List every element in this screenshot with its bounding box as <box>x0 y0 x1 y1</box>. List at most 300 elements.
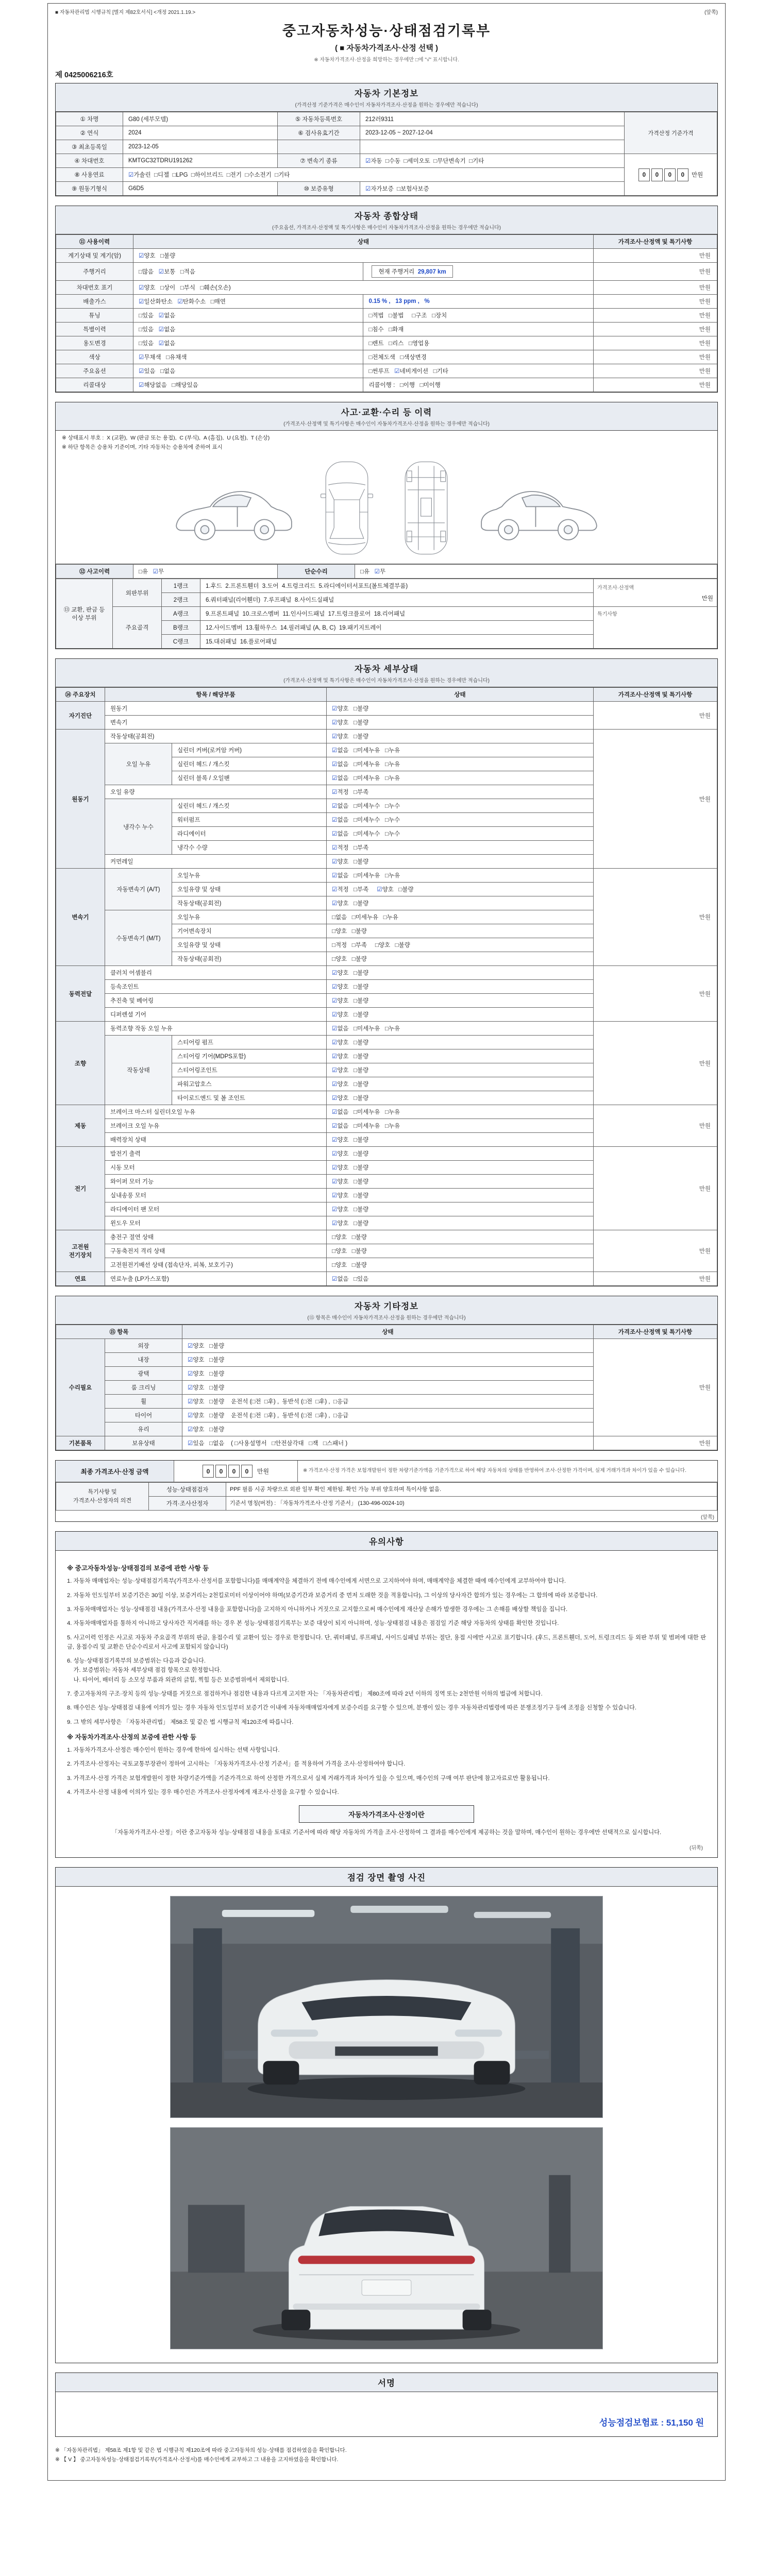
device-group-label: 원동기 <box>56 730 105 869</box>
usage-item-label: 주요옵션 <box>56 364 133 378</box>
odometer-box: 현재 주행거리 29,807 km <box>372 265 452 278</box>
notice-item: 7. 중고자동차의 구조·장치 등의 성능·상태를 거짓으로 점검하거나 점검한 내용과 다르게 고지한 자는 「자동차관리법」 제80조에 따라 2년 이하의 징역 또는 2천만원 이하의 벌금에 처합니다. <box>67 1691 543 1698</box>
device-state: ☑양호 □불량 <box>327 980 594 994</box>
final-price-digits <box>203 1465 254 1478</box>
device-group-label: 연료 <box>56 1272 105 1286</box>
inspector-label: 성능·상태점검자 <box>149 1483 226 1497</box>
field-label: ⑩ 보증유형 <box>278 182 360 196</box>
device-item-label: 오일 유량 <box>105 785 327 799</box>
etc-state: ☑양호 □불량 운전석 (□전 □후) , 동반석 (□전 □후) , □응급 <box>182 1395 594 1409</box>
device-item-label: 실린더 헤드 / 개스킷 <box>172 799 327 813</box>
notice-title: 유의사항 <box>369 1537 404 1547</box>
inspector-comment: PPF 필름 시공 차량으로 외판 일부 확인 제한됨. 확인 가능 부위 양호하며 특이사항 없음. <box>226 1483 717 1497</box>
field-value: G80 (세부모델) <box>123 112 278 126</box>
device-item-label: 작동상태(공회전) <box>172 896 327 910</box>
usage-history-row <box>56 263 717 281</box>
col-etc-state: 상태 <box>182 1325 594 1339</box>
price-cell: 만원 <box>594 1105 717 1147</box>
usage-state-cell: 0.15 % , 13 ppm , % <box>363 295 594 309</box>
price-cell: 만원 <box>594 1272 717 1286</box>
detail-row <box>56 869 717 883</box>
section-detail-header <box>56 659 717 687</box>
section-accident-history <box>55 402 718 649</box>
notice-items-1 <box>67 1577 706 1727</box>
device-item-label: 배력장치 상태 <box>105 1133 327 1147</box>
rank-label: A랭크 <box>162 607 200 621</box>
car-side-left-diagram <box>170 467 298 549</box>
notice-item: 5. 사고이력 인정은 사고로 자동차 주요골격 부위의 판금, 용접수리 및 교환이 있는 경우로 한정합니다. 단, 쿼터패널, 루프패널, 사이드실패널 부위는 절단, 용접 시에만 사고로 표기합니다. (후드, 프론트휀더, 도어, 트렁크리드 등 외판 부위 및 범퍼에 대한 판금, 용접수리 및 교환은 단순수리로서 사고에 포함되지 않습니다) <box>67 1634 706 1650</box>
photo-1-lift-front-view <box>171 1896 602 2117</box>
field-label: ① 차명 <box>56 112 123 126</box>
price-digit: 0 <box>203 1465 214 1478</box>
price-cell: 만원 <box>594 702 717 730</box>
footer-note-1: ※ 「자동차관리법」 제58조 제1항 및 같은 법 시행규칙 제120조에 따라 중고자동차의 성능·상태를 점검하였음을 확인합니다. <box>55 2447 347 2454</box>
form-reference-line <box>55 8 718 15</box>
price-cell: 만원 <box>594 263 717 281</box>
device-state: ☑적정 □부족 ☑양호 □불량 <box>327 883 594 896</box>
device-item-label: 오일유량 및 상태 <box>172 938 327 952</box>
device-state: ☑없음 □있음 <box>327 1272 594 1286</box>
price-cell: 가격조사·산정액 만원 <box>594 579 717 607</box>
price-digit: 0 <box>651 168 663 181</box>
device-state: □양호 □불량 <box>327 1258 594 1272</box>
usage-item-label: 특별이력 <box>56 323 133 336</box>
etc-item-label: 유리 <box>105 1422 182 1436</box>
device-sub-label: 오일 누유 <box>105 743 172 785</box>
device-state: ☑없음 □미세누유 □누유 <box>327 1105 594 1119</box>
etc-state: ☑양호 □불량 운전석 (□전 □후) , 동반석 (□전 □후) , □응급 <box>182 1409 594 1422</box>
usage-item-label: 색상 <box>56 350 133 364</box>
usage-item-label: 차대번호 표기 <box>56 281 133 295</box>
field-value: 2023-12-05 ~ 2027-12-04 <box>360 126 625 140</box>
field-value: G6D5 <box>123 182 278 196</box>
usage-state-cell: □있음 ☑없음 <box>133 309 363 323</box>
section-overall-header <box>56 206 717 234</box>
notice-body <box>56 1551 717 1857</box>
field-label: ② 연식 <box>56 126 123 140</box>
opinion-table <box>56 1482 717 1511</box>
field-label: ③ 최초등록일 <box>56 140 123 154</box>
inspection-photo-1 <box>170 1896 603 2118</box>
page-marker-front-2: (앞쪽) <box>701 1515 714 1521</box>
price-cell: 만원 <box>594 1230 717 1272</box>
field-label: ⑧ 사용연료 <box>56 168 123 182</box>
device-item-label: 발전기 출력 <box>105 1147 327 1161</box>
overall-condition-table <box>56 234 717 392</box>
usage-item-label: 튜닝 <box>56 309 133 323</box>
field-label <box>278 140 360 154</box>
device-state: ☑없음 □미세누수 □누수 <box>327 813 594 827</box>
device-item-label: 냉각수 수량 <box>172 841 327 855</box>
signature-header <box>56 2373 717 2392</box>
usage-history-row <box>56 364 717 378</box>
price-digit: 0 <box>241 1465 253 1478</box>
fee-value: 51,150 원 <box>666 2418 704 2428</box>
usage-state-cell: □침수 □화재 <box>363 323 594 336</box>
car-underbody-diagram <box>395 459 457 557</box>
device-item-label: 와이퍼 모터 기능 <box>105 1175 327 1189</box>
price-digit: 0 <box>664 168 676 181</box>
section-notice <box>55 1531 718 1858</box>
appraiser-label: 가격·조사산정자 <box>149 1497 226 1511</box>
final-price-row <box>56 1461 717 1482</box>
col-etc-price: 가격조사·산정액 및 특기사항 <box>594 1325 717 1339</box>
device-item-label: 실내송풍 모터 <box>105 1189 327 1202</box>
device-item-label: 워터펌프 <box>172 813 327 827</box>
usage-state-cell: □썬루프 ☑네비게이션 □기타 <box>363 364 594 378</box>
device-item-label: 추진축 및 베어링 <box>105 994 327 1008</box>
opinion-row-appraiser <box>56 1497 717 1511</box>
notice-item: 9. 그 밖의 세부사항은 「자동차관리법」 제58조 및 같은 법 시행규칙 제120조에 따릅니다. <box>67 1719 294 1725</box>
field-value: 2024 <box>123 126 278 140</box>
etc-group-label: 기본품목 <box>56 1436 105 1450</box>
section-detail-condition <box>55 658 718 1286</box>
device-state: ☑양호 □불량 <box>327 1147 594 1161</box>
device-state: ☑없음 □미세누유 □누유 <box>327 1022 594 1036</box>
section-etc-header <box>56 1296 717 1325</box>
device-state: ☑양호 □불량 <box>327 855 594 869</box>
usage-history-row <box>56 249 717 263</box>
fee-label: 성능점검보험료 : <box>599 2418 664 2428</box>
usage-history-row <box>56 295 717 309</box>
rank-label: 1랭크 <box>162 579 200 593</box>
device-state: □적정 □부족 □양호 □불량 <box>327 938 594 952</box>
legend-basis: ※ 하단 항목은 승용차 기준이며, 기타 자동차는 승용차에 준하여 표시 <box>62 444 223 450</box>
device-item-label: 스티어링 기어(MDPS포함) <box>172 1049 327 1063</box>
col-device-state: 상태 <box>327 688 594 702</box>
device-item-label: 실린더 헤드 / 개스킷 <box>172 757 327 771</box>
simple-repair-label: 단순수리 <box>278 565 355 579</box>
price-cell: 만원 <box>594 350 717 364</box>
basic-info-table <box>56 112 717 196</box>
photos-body <box>56 1887 717 2363</box>
device-state: ☑양호 □불량 <box>327 1175 594 1189</box>
notice-item: 1. 자동차 매매업자는 성능·상태점검기록부(가격조사·산정서를 포함합니다)를 매매계약을 체결하기 전에 매수인에게 서면으로 고지하여야 하며, 매매계약을 체결한 때에 매수인에게 교부하여야 합니다. <box>67 1578 566 1585</box>
section-etc-title: 자동차 기타정보 <box>354 1302 419 1311</box>
detail-row <box>56 966 717 980</box>
usage-state-cell: ☑해당없음 □해당있음 <box>133 378 363 392</box>
price-cell: 만원 <box>594 1022 717 1105</box>
device-group-label: 고전원 전기장치 <box>56 1230 105 1272</box>
title-block <box>55 20 718 63</box>
etc-item-label: 휠 <box>105 1395 182 1409</box>
device-sub-label: 작동상태 <box>105 1036 172 1105</box>
rank-parts: 12.사이드멤버 13.휠하우스 14.필러패널 (A, B, C) 19.패키지트레이 <box>200 621 594 635</box>
etc-item-label: 내장 <box>105 1353 182 1367</box>
price-cell: 만원 <box>594 249 717 263</box>
price-cell: 만원 <box>594 309 717 323</box>
detail-row <box>56 1022 717 1036</box>
price-survey-option: ( ■ 자동차가격조사·산정 선택 ) <box>334 44 439 53</box>
usage-state-cell: □많음 ☑보통 □적음 <box>133 263 363 281</box>
device-state: ☑없음 □미세누수 □누수 <box>327 827 594 841</box>
rank-parts: 9.프론트패널 10.크로스멤버 11.인사이드패널 17.트렁크플로어 18.리어패널 <box>200 607 594 621</box>
rank-label: 2랭크 <box>162 593 200 607</box>
detail-row <box>56 702 717 716</box>
device-item-label: 등속조인트 <box>105 980 327 994</box>
device-item-label: 동력조향 작동 오일 누유 <box>105 1022 327 1036</box>
accident-history-value: □유 ☑무 <box>133 565 278 579</box>
final-price-value <box>174 1461 298 1482</box>
usage-history-row <box>56 323 717 336</box>
usage-state-cell: □적법 □불법 □구조 □장치 <box>363 309 594 323</box>
device-state: ☑양호 □불량 <box>327 896 594 910</box>
device-item-label: 브레이크 오일 누유 <box>105 1119 327 1133</box>
etc-item-label: 외장 <box>105 1339 182 1353</box>
field-value: ☑자동 □수동 □세미오토 □무단변속기 □기타 <box>360 154 625 168</box>
device-state: ☑없음 □미세누유 □누유 <box>327 743 594 757</box>
price-digit: 0 <box>228 1465 240 1478</box>
rank-parts: 1.후드 2.프론트휀더 3.도어 4.트렁크리드 5.라디에이터서포트(볼트체결부품) <box>200 579 594 593</box>
device-item-label: 커먼레일 <box>105 855 327 869</box>
section-detail-note: (가격조사·산정액 및 특기사항은 매수인이 자동차가격조사·산정을 원하는 경우에만 적습니다) <box>283 678 490 684</box>
etc-state: ☑양호 □불량 <box>182 1339 594 1353</box>
device-state: ☑양호 □불량 <box>327 1036 594 1049</box>
notice-items-2 <box>67 1745 706 1797</box>
field-value <box>360 140 625 154</box>
section-overall-note: (주요옵션, 가격조사·산정액 및 특기사항은 매수인이 자동차가격조사·산정을 원하는 경우에만 적습니다) <box>272 225 501 231</box>
usage-state-cell: □있음 ☑없음 <box>133 336 363 350</box>
etc-state: ☑양호 □불량 <box>182 1422 594 1436</box>
definition-box-title: 자동차가격조사·산정이란 <box>299 1805 474 1823</box>
col-state: 상태 <box>133 235 594 249</box>
device-state: ☑없음 □미세누유 □누유 <box>327 757 594 771</box>
accident-flags-row <box>56 565 717 579</box>
device-state: ☑없음 □미세누유 □누유 <box>327 771 594 785</box>
price-survey-note: ※ 자동차가격조사·산정을 희망하는 경우에만 □에 "√" 표시합니다. <box>314 57 459 63</box>
device-group-label: 동력전달 <box>56 966 105 1022</box>
etc-state: ☑양호 □불량 <box>182 1353 594 1367</box>
device-state: ☑양호 □불량 <box>327 1077 594 1091</box>
col-usage-history: ⑪ 사용이력 <box>56 235 133 249</box>
device-item-label: 브레이크 마스터 실린더오일 누유 <box>105 1105 327 1119</box>
device-item-label: 실린더 블록 / 오일팬 <box>172 771 327 785</box>
section-accident-title: 사고·교환·수리 등 이력 <box>341 408 432 417</box>
etc-item-label: 광택 <box>105 1367 182 1381</box>
device-state: ☑양호 □불량 <box>327 1161 594 1175</box>
device-sub-label: 냉각수 누수 <box>105 799 172 855</box>
device-state: □양호 □불량 <box>327 1230 594 1244</box>
device-state: ☑양호 □불량 <box>327 1049 594 1063</box>
base-price-value: 0 0 0 0 만원 <box>625 154 717 196</box>
inspection-insurance-fee <box>599 2415 704 2428</box>
odometer-value: 29,807 km <box>417 269 446 275</box>
etc-group-label: 수리필요 <box>56 1339 105 1436</box>
usage-item-label: 리콜대상 <box>56 378 133 392</box>
device-state: ☑양호 □불량 <box>327 702 594 716</box>
outer-panel-label: 외판부위 <box>113 579 162 607</box>
accident-history-row-table <box>56 564 717 579</box>
col-device-group: ⑭ 주요장치 <box>56 688 105 702</box>
base-price-label: 가격산정 기준가격 <box>625 112 717 154</box>
col-device-item: 항목 / 해당부품 <box>105 688 327 702</box>
device-item-label: 작동상태(공회전) <box>105 730 327 743</box>
notice-item: 3. 자동차매매업자는 성능·상태점검 내용(가격조사·산정 내용을 포함합니다)을 고지하지 아니하거나 거짓으로 고지함으로써 매수인에게 재산상 손해가 발생한 경우에는 그 손해를 배상할 책임을 집니다. <box>67 1606 568 1613</box>
section-accident-header <box>56 402 717 431</box>
document-number: 제 0425006216호 <box>55 71 113 79</box>
etc-item-label: 타이어 <box>105 1409 182 1422</box>
device-group-label: 조향 <box>56 1022 105 1105</box>
device-state: ☑양호 □불량 <box>327 1008 594 1022</box>
detail-row <box>56 1230 717 1244</box>
detail-row <box>56 1147 717 1161</box>
price-cell: 만원 <box>594 730 717 869</box>
device-state: ☑없음 □미세누유 □누유 <box>327 1119 594 1133</box>
notice-header <box>56 1532 717 1551</box>
rank-label: B랭크 <box>162 621 200 635</box>
device-item-label: 클러치 어셈블리 <box>105 966 327 980</box>
field-value: ☑자가보증 □보험사보증 <box>360 182 625 196</box>
document-title: 중고자동차성능·상태점검기록부 <box>282 23 491 39</box>
state-code-legend <box>56 431 717 453</box>
car-side-right-diagram <box>475 467 603 549</box>
etc-header-row <box>56 1325 717 1339</box>
field-value: KMTGC32TDRU191262 <box>123 154 278 168</box>
field-label: ⑥ 검사유효기간 <box>278 126 360 140</box>
car-top-body-diagram <box>316 459 378 557</box>
final-price-label: 최종 가격조사·산정 금액 <box>56 1461 174 1482</box>
overall-header-row <box>56 235 717 249</box>
usage-state-cell: □전체도색 □색상변경 <box>363 350 594 364</box>
field-label: ⑤ 자동차등록번호 <box>278 112 360 126</box>
usage-item-label: 용도변경 <box>56 336 133 350</box>
rank-row <box>56 607 717 621</box>
note-cell: 특기사항 <box>594 607 717 649</box>
device-state: ☑양호 □불량 <box>327 966 594 980</box>
etc-item-label: 룸 크리닝 <box>105 1381 182 1395</box>
usage-state-cell: ☑무채색 □유채색 <box>133 350 363 364</box>
section-etc-note: (⑮ 항목은 매수인이 자동차가격조사·산정을 원하는 경우에만 적습니다) <box>307 1315 466 1321</box>
basic-info-row <box>56 126 717 140</box>
device-state: ☑양호 □불량 <box>327 716 594 730</box>
notice-item: 2. 가격조사·산정자는 국토교통부장관이 정하여 고시하는 「자동차가격조사·산정 기준서」를 적용하여 가격을 조사·산정하여야 합니다. <box>67 1761 406 1768</box>
footer-notes <box>55 2446 718 2465</box>
device-item-label: 시동 모터 <box>105 1161 327 1175</box>
field-value: 2023-12-05 <box>123 140 278 154</box>
section-basic-header <box>56 83 717 112</box>
device-state: □없음 □미세누유 □누유 <box>327 910 594 924</box>
device-state: ☑양호 □불량 <box>327 1216 594 1230</box>
simple-repair-value: □유 ☑무 <box>355 565 717 579</box>
device-item-label: 원동기 <box>105 702 327 716</box>
basic-info-row <box>56 168 717 182</box>
device-item-label: 오일누유 <box>172 869 327 883</box>
section-basic-info <box>55 83 718 196</box>
section-accident-note: (가격조사·산정액 및 특기사항은 매수인이 자동차가격조사·산정을 원하는 경우에만 적습니다) <box>283 421 490 427</box>
usage-history-row <box>56 309 717 323</box>
device-item-label: 파워고압호스 <box>172 1077 327 1091</box>
usage-history-row <box>56 281 717 295</box>
usage-state-cell: ☑양호 □불량 <box>133 249 594 263</box>
price-cell: 만원 <box>594 281 717 295</box>
price-cell: 만원 <box>594 1436 717 1450</box>
etc-info-table <box>56 1325 717 1450</box>
usage-item-label: 배출가스 <box>56 295 133 309</box>
price-digit: 0 <box>677 168 688 181</box>
basic-info-row <box>56 182 717 196</box>
device-item-label: 고전원전기배선 상태 (접속단자, 피복, 보호기구) <box>105 1258 327 1272</box>
usage-state-cell: □렌트 □리스 □영업용 <box>363 336 594 350</box>
col-etc-item: ⑮ 항목 <box>56 1325 182 1339</box>
device-group-label: 전기 <box>56 1147 105 1230</box>
exchange-rank-table <box>56 579 717 649</box>
section-etc-info <box>55 1296 718 1451</box>
etc-state: ☑양호 □불량 <box>182 1367 594 1381</box>
usage-state-cell: 리콜이행 : □이행 □미이행 <box>363 378 594 392</box>
usage-item-label: 계기상태 및 계기(암) <box>56 249 133 263</box>
basic-info-row <box>56 154 717 168</box>
detail-condition-table <box>56 687 717 1286</box>
device-item-label: 디퍼렌셜 기어 <box>105 1008 327 1022</box>
rank-parts: 15.대쉬패널 16.플로어패널 <box>200 635 594 649</box>
usage-history-row <box>56 336 717 350</box>
section-detail-title: 자동차 세부상태 <box>354 665 419 674</box>
price-cell: 만원 <box>594 295 717 309</box>
usage-state-cell: ☑있음 □없음 <box>133 364 363 378</box>
device-state: ☑양호 □불량 <box>327 1189 594 1202</box>
photos-header <box>56 1868 717 1887</box>
legend-codes: ※ 상태표시 부호 : X (교환), W (판금 또는 용접), C (부식), A (흠집), U (요철), T (손상) <box>62 435 270 441</box>
device-state: □양호 □불량 <box>327 1244 594 1258</box>
device-item-label: 작동상태(공회전) <box>172 952 327 966</box>
footer-note-2: ※ 【 V 】 중고자동차성능·상태점검기록부(가격조사·산정서)를 매수인에게 교부하고 그 내용을 고지하였음을 확인합니다. <box>55 2456 339 2463</box>
basic-info-row <box>56 140 717 154</box>
notice-subhead-1: ※ 중고자동차성능·상태점검의 보증에 관한 사항 등 <box>67 1565 209 1572</box>
section-photos <box>55 1867 718 2363</box>
price-digit: 0 <box>638 168 650 181</box>
device-state: ☑양호 □불량 <box>327 1091 594 1105</box>
main-frame-label: 주요골격 <box>113 607 162 649</box>
col-device-price: 가격조사·산정액 및 특기사항 <box>594 688 717 702</box>
opinion-row-inspector <box>56 1483 717 1497</box>
usage-item-label: 주행거리 <box>56 263 133 281</box>
field-label: ⑨ 원동기형식 <box>56 182 123 196</box>
price-cell: 만원 <box>594 1339 717 1436</box>
device-state: ☑없음 □미세누유 □누유 <box>327 869 594 883</box>
device-state: ☑양호 □불량 <box>327 994 594 1008</box>
section-overall-title: 자동차 종합상태 <box>354 212 419 221</box>
device-sub-label: 수동변속기 (M/T) <box>105 910 172 966</box>
final-price-note: ※ 가격조사·산정 가격은 보험개발원이 정한 차량기준가액을 기준가격으로 하여 해당 자동차의 상태를 반영하여 조사·산정한 가격이며, 실제 거래가격과 차이가 있을 수 있습니다. <box>303 1468 686 1474</box>
notice-item: 4. 가격조사·산정 내용에 이의가 있는 경우 매수인은 가격조사·산정자에게 재조사·산정을 요구할 수 있습니다. <box>67 1789 339 1795</box>
definition-box-text: 「자동차가격조사·산정」이란 중고자동차 성능·상태점검 내용을 토대로 기준서에 따라 해당 자동차의 가격을 조사·산정하여 그 결과를 매수인에게 제공하는 것을 말하며, 매수인이 원하는 경우에만 선택적으로 실시합니다. <box>111 1829 662 1836</box>
rank-label: C랭크 <box>162 635 200 649</box>
notice-item: 3. 가격조사·산정 가격은 보험개발원이 정한 차량기준가액을 기준가격으로 하여 산정한 가격으로서 실제 거래가격과 차이가 있을 수 있으며, 매수인의 구매 여부 판단에 참고자료로만 활용됩니다. <box>67 1775 550 1782</box>
device-item-label: 스티어링조인트 <box>172 1063 327 1077</box>
device-state: ☑적정 □부족 <box>327 841 594 855</box>
detail-row <box>56 1105 717 1119</box>
device-state: ☑양호 □불량 <box>327 1063 594 1077</box>
device-sub-label: 자동변속기 (A/T) <box>105 869 172 910</box>
page-marker-front: (앞쪽) <box>704 10 718 15</box>
device-state: ☑양호 □불량 <box>327 730 594 743</box>
device-group-label: 자기진단 <box>56 702 105 730</box>
usage-state-cell: □있음 ☑없음 <box>133 323 363 336</box>
notice-item: 6. 성능·상태점검기록부의 보증범위는 다음과 같습니다. 가. 보증범위는 자동차 세부상태 점검 항목으로 한정합니다. 나. 타이어, 배터리 등 소모성 부품과 외관의 긁힘, 찍힘 등은 보증범위에서 제외합니다. <box>67 1658 289 1683</box>
field-value: 212러9311 <box>360 112 625 126</box>
price-cell: 만원 <box>594 1147 717 1230</box>
device-state: ☑양호 □불량 <box>327 1133 594 1147</box>
usage-state-cell: ☑양호 □상이 □부식 □훼손(오손) <box>133 281 594 295</box>
price-cell: 만원 <box>594 378 717 392</box>
device-item-label: 타이로드엔드 및 볼 조인트 <box>172 1091 327 1105</box>
etc-row <box>56 1436 717 1450</box>
device-item-label: 오일누유 <box>172 910 327 924</box>
device-item-label: 변속기 <box>105 716 327 730</box>
etc-item-label: 보유상태 <box>105 1436 182 1450</box>
device-item-label: 기어변속장치 <box>172 924 327 938</box>
exchange-label: ⑬ 교환, 판금 등 이상 부위 <box>56 579 113 649</box>
